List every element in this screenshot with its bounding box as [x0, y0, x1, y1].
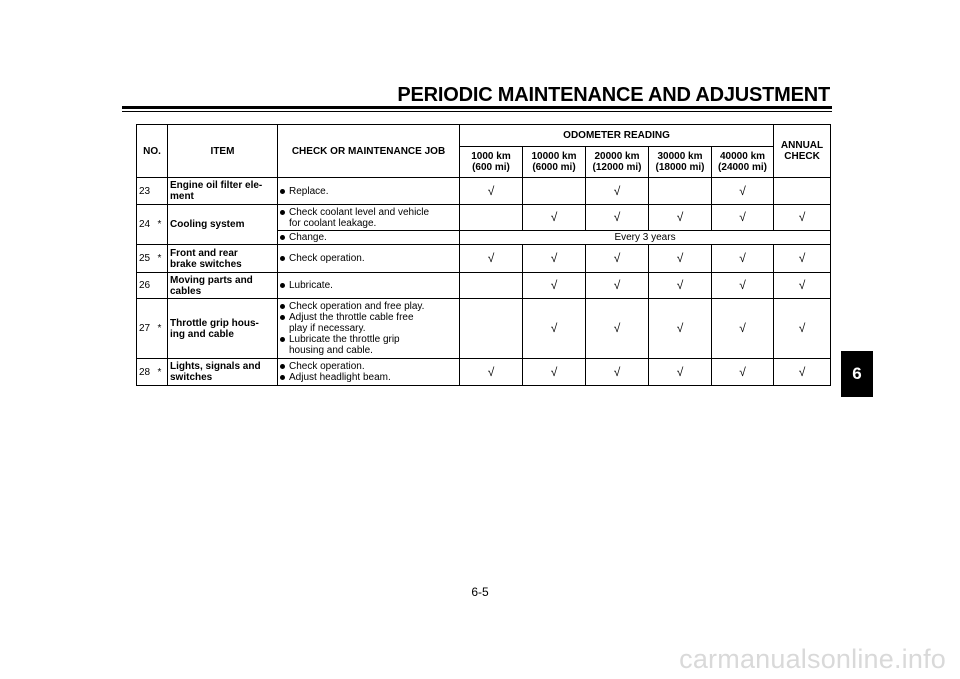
check-mark-icon: √: [712, 359, 774, 386]
odometer-km: 30000 km: [657, 151, 703, 162]
item-text: Moving parts and cables: [170, 274, 253, 297]
odometer-km: 10000 km: [531, 151, 577, 162]
check-cell: [460, 205, 523, 231]
item-text: Engine oil filter ele- ment: [170, 180, 263, 202]
check-mark-icon: √: [712, 205, 774, 231]
item-text: Cooling system: [170, 219, 245, 230]
item-text: Throttle grip hous- ing and cable: [170, 317, 259, 340]
odometer-km: 1000 km: [471, 151, 511, 162]
check-mark-icon: √: [774, 273, 831, 299]
bullet-icon: [280, 210, 285, 215]
check-mark-icon: √: [586, 299, 649, 359]
job-line: [280, 312, 457, 334]
check-mark-icon: √: [523, 359, 586, 386]
odometer-col-2: [586, 147, 649, 178]
job-text: Change.: [289, 232, 327, 243]
check-mark-icon: √: [460, 178, 523, 205]
check-mark-icon: √: [712, 245, 774, 273]
odometer-col-3: [649, 147, 712, 178]
item-cell: [168, 205, 278, 245]
check-mark-icon: √: [712, 178, 774, 205]
check-mark-icon: √: [586, 273, 649, 299]
table-row: [137, 273, 831, 299]
check-cell: [649, 178, 712, 205]
job-cell: [278, 178, 460, 205]
odometer-km: 20000 km: [594, 151, 640, 162]
job-text: Check operation.: [289, 361, 365, 372]
table-row: [137, 359, 831, 386]
odometer-mi: (18000 mi): [655, 162, 705, 173]
job-line: [280, 334, 457, 356]
job-text: Adjust headlight beam.: [289, 372, 391, 383]
job-line: [280, 207, 457, 229]
bullet-icon: [280, 315, 285, 320]
check-cell: [460, 299, 523, 359]
check-mark-icon: √: [712, 299, 774, 359]
job-cell: [278, 273, 460, 299]
bullet-icon: [280, 364, 285, 369]
check-mark-icon: √: [649, 245, 712, 273]
check-mark-icon: √: [523, 273, 586, 299]
item-cell: [168, 299, 278, 359]
check-mark-icon: √: [586, 245, 649, 273]
job-text: Lubricate the throttle grip housing and cable.: [289, 334, 400, 356]
job-text: Adjust the throttle cable free play if necessary.: [289, 312, 414, 334]
bullet-icon: [280, 189, 285, 194]
bullet-icon: [280, 256, 285, 261]
row-star: *: [156, 299, 168, 359]
row-star: [156, 273, 168, 299]
check-mark-icon: √: [649, 359, 712, 386]
item-cell: [168, 245, 278, 273]
job-line: [280, 361, 457, 372]
check-cell: [774, 178, 831, 205]
job-text: Lubricate.: [289, 280, 333, 291]
job-cell: [278, 245, 460, 273]
job-line: [280, 301, 457, 312]
job-line: [280, 280, 457, 291]
page-title: PERIODIC MAINTENANCE AND ADJUSTMENT: [397, 84, 830, 106]
row-number: 27: [137, 299, 156, 359]
job-text: Check operation and free play.: [289, 301, 425, 312]
header-item: ITEM: [168, 125, 278, 178]
row-star: [156, 178, 168, 205]
check-mark-icon: √: [712, 273, 774, 299]
row-number: 24: [137, 205, 156, 245]
job-cell: [278, 359, 460, 386]
item-text: Front and rear brake switches: [170, 247, 242, 270]
page-number: 6-5: [471, 585, 489, 599]
job-text: Check operation.: [289, 253, 365, 264]
interval-cell: Every 3 years: [460, 231, 831, 245]
odometer-mi: (12000 mi): [592, 162, 642, 173]
job-line: [280, 232, 457, 243]
odometer-km: 40000 km: [719, 151, 766, 162]
check-mark-icon: √: [586, 359, 649, 386]
header-odometer: ODOMETER READING: [460, 125, 774, 147]
row-star: *: [156, 245, 168, 273]
row-number: 28: [137, 359, 156, 386]
job-text: Check coolant level and vehicle for coolant leakage.: [289, 206, 430, 229]
check-cell: [523, 178, 586, 205]
item-text: Lights, signals and switches: [170, 361, 261, 383]
maintenance-table: [136, 124, 831, 386]
row-number: 23: [137, 178, 156, 205]
check-mark-icon: √: [460, 245, 523, 273]
odometer-mi: (24000 mi): [718, 162, 767, 173]
bullet-icon: [280, 235, 285, 240]
job-line: [280, 253, 457, 264]
check-mark-icon: √: [523, 245, 586, 273]
check-mark-icon: √: [649, 205, 712, 231]
bullet-icon: [280, 304, 285, 309]
item-cell: [168, 273, 278, 299]
job-cell: [278, 231, 460, 245]
job-line: [280, 372, 457, 383]
row-number: 26: [137, 273, 156, 299]
check-mark-icon: √: [523, 205, 586, 231]
watermark: carmanualsonline.info: [679, 644, 946, 674]
check-mark-icon: √: [649, 299, 712, 359]
job-cell: [278, 205, 460, 231]
title-rule-thick: [122, 106, 832, 109]
check-mark-icon: √: [774, 245, 831, 273]
chapter-tab: 6: [841, 351, 873, 397]
odometer-mi: (6000 mi): [532, 162, 576, 173]
table-row: [137, 299, 831, 359]
check-mark-icon: √: [774, 205, 831, 231]
row-star: *: [156, 359, 168, 386]
title-rule-thin: [122, 111, 832, 112]
odometer-col-1: [523, 147, 586, 178]
table-row: [137, 205, 831, 231]
bullet-icon: [280, 283, 285, 288]
header-annual: ANNUAL CHECK: [774, 125, 831, 178]
item-cell: [168, 178, 278, 205]
job-cell: [278, 299, 460, 359]
header-job: CHECK OR MAINTENANCE JOB: [278, 125, 460, 178]
odometer-col-4: [712, 147, 774, 178]
job-text: Replace.: [289, 185, 329, 197]
check-mark-icon: √: [774, 359, 831, 386]
odometer-mi: (600 mi): [472, 162, 510, 173]
bullet-icon: [280, 337, 285, 342]
table-row: [137, 178, 831, 205]
check-mark-icon: √: [460, 359, 523, 386]
check-mark-icon: √: [774, 299, 831, 359]
row-star: *: [156, 205, 168, 245]
check-cell: [460, 273, 523, 299]
check-mark-icon: √: [523, 299, 586, 359]
odometer-col-0: [460, 147, 523, 178]
bullet-icon: [280, 375, 285, 380]
table-row: [137, 245, 831, 273]
header-no: NO.: [137, 125, 168, 178]
item-cell: [168, 359, 278, 386]
check-mark-icon: √: [586, 178, 649, 205]
job-line: [280, 186, 457, 197]
check-mark-icon: √: [649, 273, 712, 299]
check-mark-icon: √: [586, 205, 649, 231]
row-number: 25: [137, 245, 156, 273]
